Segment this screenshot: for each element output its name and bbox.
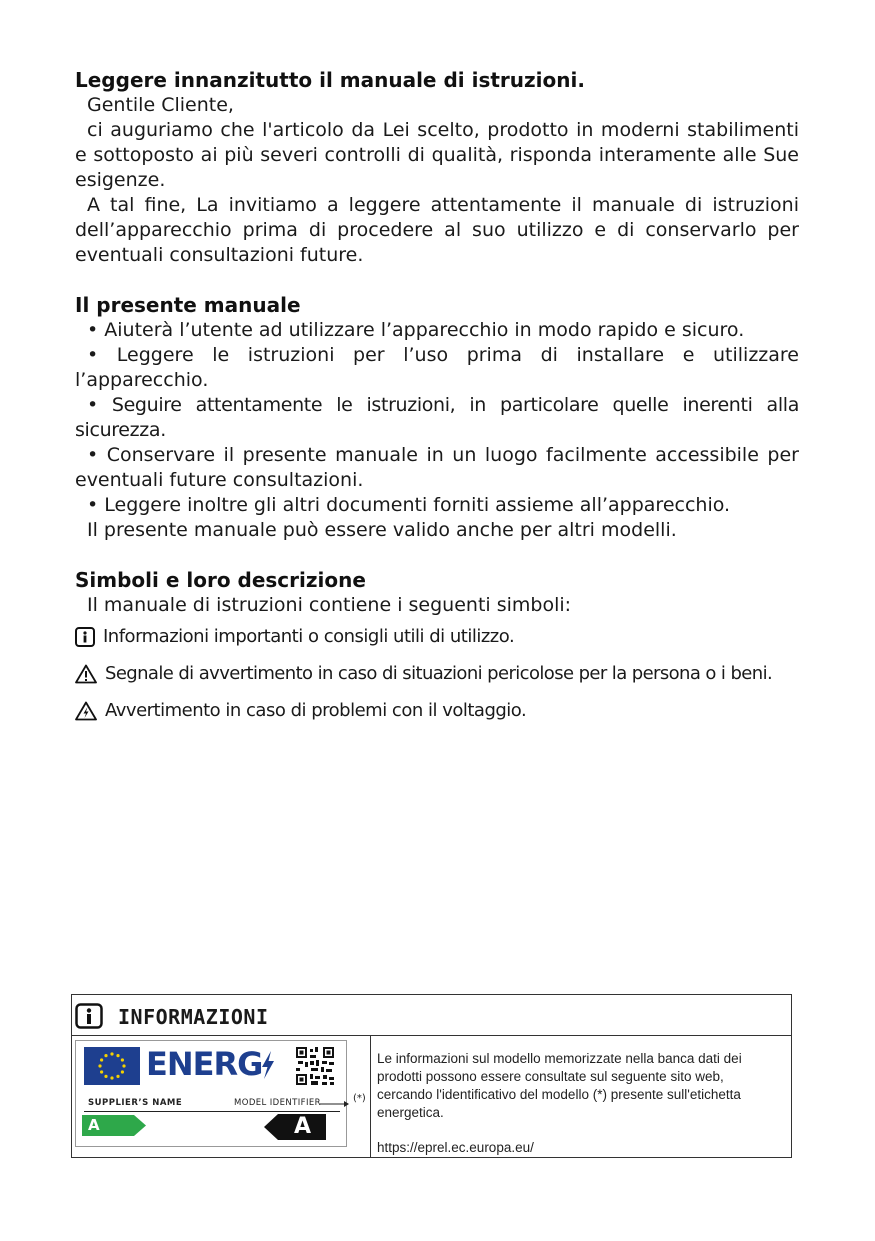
info-column-divider — [370, 1035, 371, 1158]
info-box — [71, 994, 792, 1158]
energy-logo-text: ENERG — [146, 1045, 263, 1083]
symbol-row-electric — [75, 698, 799, 723]
info-box-header — [72, 995, 791, 1036]
model-arrow-icon — [320, 1099, 350, 1109]
class-scale-label: A — [88, 1116, 100, 1134]
symbol-row-warning — [75, 661, 799, 686]
model-identifier: MODEL IDENTIFIER — [234, 1098, 321, 1108]
greeting: Gentile Cliente, — [87, 94, 234, 116]
section-title-manual: Leggere innanzitutto il manuale di istruzioni. — [75, 68, 585, 92]
section-title-symbols: Simboli e loro descrizione — [75, 568, 366, 592]
instruction-paragraph: A tal fine, La invitiamo a leggere attentamente il manuale di istruzioni dell’apparecchio prima di procedere al suo utilizzo e di conservarlo per eventuali consultazioni future. — [75, 194, 799, 266]
qr-code-icon — [296, 1047, 334, 1085]
label-divider — [84, 1111, 340, 1112]
manual-validity-note: Il presente manuale può essere valido anche per altri modelli. — [87, 519, 677, 541]
eu-flag-icon — [84, 1047, 140, 1085]
bullet-item: • Conservare il presente manuale in un luogo facilmente accessibile per eventuali future consultazioni. — [75, 444, 799, 491]
energy-class-value: A — [294, 1114, 312, 1139]
bullet-item: • Leggere le istruzioni per l’uso prima di installare e utilizzare l’apparecchio. — [75, 344, 799, 391]
energy-class-indicator — [264, 1114, 326, 1140]
bullet-item: • Aiuterà l’utente ad utilizzare l’apparecchio in modo rapido e sicuro. — [87, 319, 745, 341]
supplier-name: SUPPLIER’S NAME — [88, 1098, 183, 1108]
symbol-row-info — [75, 624, 799, 649]
class-scale-arrow — [82, 1115, 146, 1136]
lightning-icon — [260, 1051, 276, 1079]
info-icon — [75, 627, 95, 647]
eprel-link[interactable]: https://eprel.ec.europa.eu/ — [377, 1140, 534, 1155]
symbol-text-warning: Segnale di avvertimento in caso di situazioni pericolose per la persona o i beni. — [105, 663, 773, 684]
energy-label — [75, 1040, 347, 1147]
electric-warning-icon — [75, 701, 97, 721]
info-description: Le informazioni sul modello memorizzate nella banca dati dei prodotti possono essere consultate sul seguente sito web, cercando l'identificativo del modello (*) presente sull'etichetta energetica. — [377, 1051, 742, 1120]
info-icon — [75, 1003, 103, 1029]
info-box-title: INFORMAZIONI — [118, 1005, 269, 1029]
asterisk-note: (*) — [353, 1093, 366, 1104]
symbol-text-info: Informazioni importanti o consigli utili di utilizzo. — [103, 626, 515, 647]
intro-paragraph: ci auguriamo che l'articolo da Lei scelto, prodotto in moderni stabilimenti e sottoposto ai più severi controlli di qualità, risponda interamente alle Sue esigenze. — [75, 119, 799, 191]
section-title-this-manual: Il presente manuale — [75, 293, 301, 317]
manual-page — [75, 68, 799, 735]
warning-icon — [75, 664, 97, 684]
bullet-item: • Seguire attentamente le istruzioni, in particolare quelle inerenti alla sicurezza. — [75, 394, 799, 441]
symbols-intro: Il manuale di istruzioni contiene i seguenti simboli: — [87, 594, 572, 616]
bullet-item: • Leggere inoltre gli altri documenti forniti assieme all’apparecchio. — [87, 494, 731, 516]
symbol-text-electric: Avvertimento in caso di problemi con il voltaggio. — [105, 700, 527, 721]
